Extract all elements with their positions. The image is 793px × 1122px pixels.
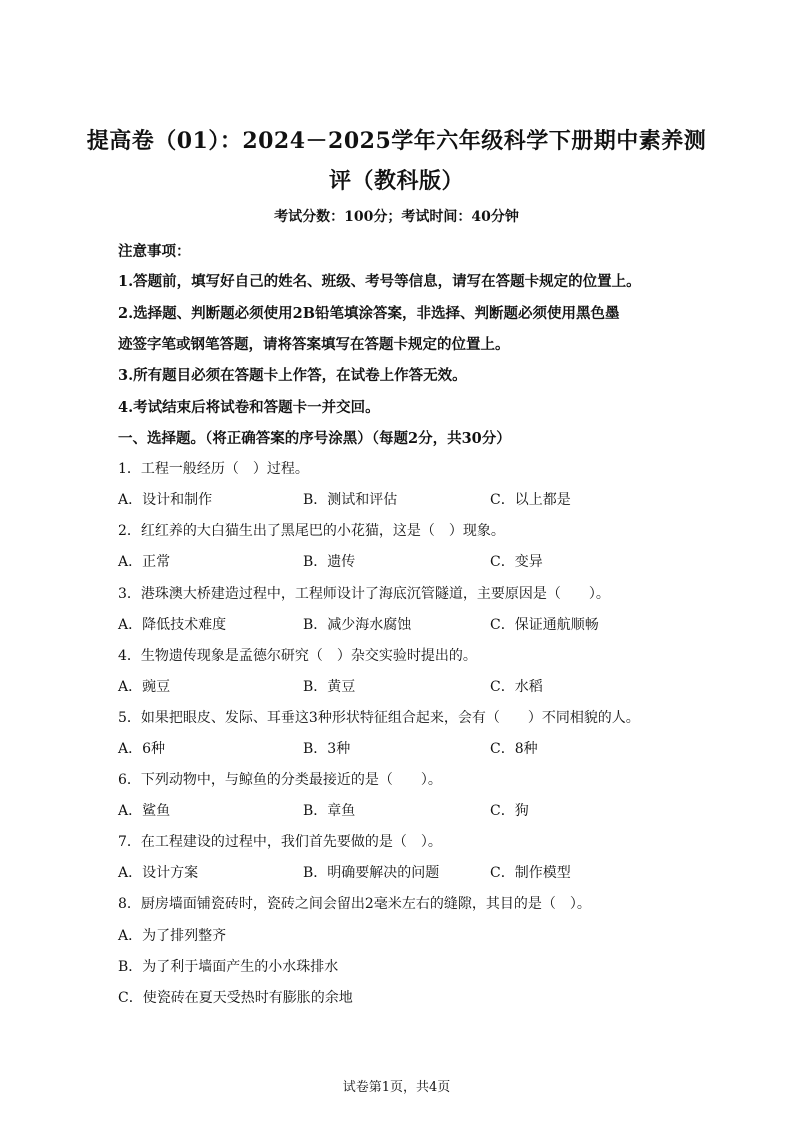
page-footer: 试卷第1页，共4页 bbox=[342, 1080, 451, 1095]
section-heading: 一、选择题。（将正确答案的序号涂黑）（每题2分，共30分） bbox=[118, 430, 511, 447]
notice-item: 3.所有题目必须在答题卡上作答，在试卷上作答无效。 bbox=[118, 367, 467, 384]
notice-item: 迹签字笔或钢笔答题，请将答案填写在答题卡规定的位置上。 bbox=[118, 336, 510, 353]
exam-title-line-1: 提高卷（01）：2024－2025学年六年级科学下册期中素养测 bbox=[86, 128, 707, 154]
question-stem: 3．港珠澳大桥建造过程中，工程师设计了海底沉管隧道，主要原因是（ ）。 bbox=[118, 586, 610, 602]
question-stem: 1．工程一般经历（ ）过程。 bbox=[118, 461, 309, 477]
question-stem: 5．如果把眼皮、发际、耳垂这3种形状特征组合起来，会有（ ）不同相貌的人。 bbox=[118, 710, 640, 726]
notice-item: 2.选择题、判断题必须使用2B铅笔填涂答案，非选择、判断题必须使用黑色墨 bbox=[118, 305, 620, 322]
option-b: B．测试和评估 bbox=[303, 492, 398, 508]
option-c: C．水稻 bbox=[490, 679, 543, 695]
option-a: A．设计和制作 bbox=[118, 492, 213, 508]
option-b: B．为了利于墙面产生的小水珠排水 bbox=[118, 959, 339, 975]
option-a: A．6种 bbox=[118, 741, 166, 757]
question-stem: 4．生物遗传现象是孟德尔研究（ ）杂交实验时提出的。 bbox=[118, 648, 477, 664]
option-b: B．黄豆 bbox=[303, 679, 356, 695]
option-c: C．制作模型 bbox=[490, 865, 571, 881]
option-a: A．正常 bbox=[118, 554, 171, 570]
option-c: C．8种 bbox=[490, 741, 538, 757]
exam-meta: 考试分数：100分；考试时间：40分钟 bbox=[274, 209, 519, 225]
question-stem: 2．红红养的大白猫生出了黑尾巴的小花猫，这是（ ）现象。 bbox=[118, 523, 505, 539]
question-stem: 7．在工程建设的过程中，我们首先要做的是（ ）。 bbox=[118, 834, 442, 850]
notice-item: 4.考试结束后将试卷和答题卡一并交回。 bbox=[118, 399, 380, 416]
option-a: A．为了排列整齐 bbox=[118, 928, 227, 944]
option-c: C．狗 bbox=[490, 803, 529, 819]
option-c: C．变异 bbox=[490, 554, 543, 570]
notice-item: 1.答题前，填写好自己的姓名、班级、考号等信息，请写在答题卡规定的位置上。 bbox=[118, 273, 641, 290]
option-b: B．3种 bbox=[303, 741, 351, 757]
exam-title-line-2: 评（教科版） bbox=[328, 168, 464, 194]
option-b: B．章鱼 bbox=[303, 803, 356, 819]
question-stem: 6．下列动物中，与鲸鱼的分类最接近的是（ ）。 bbox=[118, 772, 442, 788]
option-a: A．鲨鱼 bbox=[118, 803, 171, 819]
option-c: C．使瓷砖在夏天受热时有膨胀的余地 bbox=[118, 990, 353, 1006]
question-stem: 8．厨房墙面铺瓷砖时，瓷砖之间会留出2毫米左右的缝隙，其目的是（ ）。 bbox=[118, 896, 591, 912]
option-a: A．降低技术难度 bbox=[118, 617, 227, 633]
notice-heading: 注意事项： bbox=[118, 243, 191, 260]
option-a: A．豌豆 bbox=[118, 679, 171, 695]
option-c: C．以上都是 bbox=[490, 492, 571, 508]
option-b: B．减少海水腐蚀 bbox=[303, 617, 412, 633]
option-b: B．明确要解决的问题 bbox=[303, 865, 440, 881]
option-b: B．遗传 bbox=[303, 554, 356, 570]
option-c: C．保证通航顺畅 bbox=[490, 617, 599, 633]
option-a: A．设计方案 bbox=[118, 865, 199, 881]
